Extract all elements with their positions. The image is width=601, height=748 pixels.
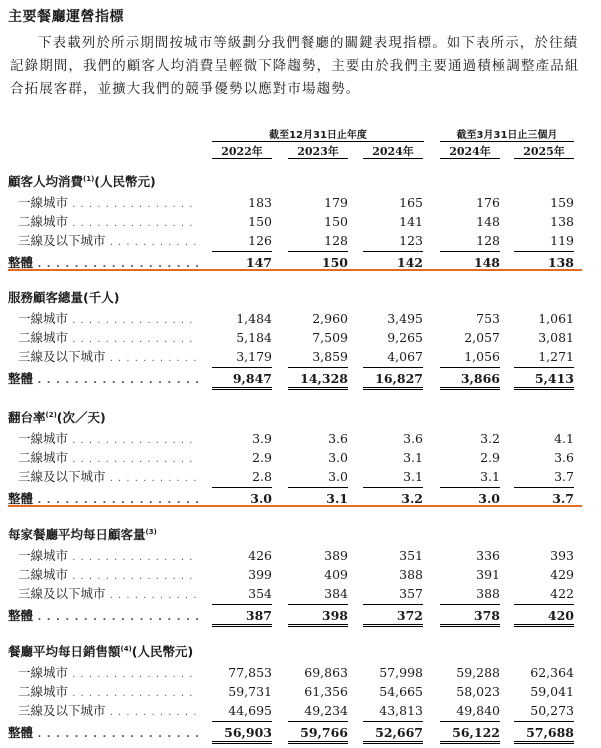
cell-value: 61,356 <box>304 684 348 699</box>
cell-value: 426 <box>248 548 272 563</box>
subtotal-rule <box>288 721 348 722</box>
section-unit: (人民幣元) <box>94 174 156 189</box>
row-label: 一線城市 . . . <box>8 193 198 214</box>
cell-value: 62,364 <box>530 665 574 680</box>
cell-value: 148 <box>473 255 500 270</box>
table-row <box>0 193 601 212</box>
total-rule <box>514 624 574 627</box>
subtotal-rule <box>212 367 272 368</box>
cell-value: 388 <box>399 567 423 582</box>
cell-value: 150 <box>321 255 348 270</box>
table-row <box>0 448 601 467</box>
total-row <box>0 606 601 625</box>
subtotal-rule <box>514 251 574 252</box>
cell-value: 398 <box>321 608 348 623</box>
row-label: 整體 . . . <box>8 369 198 390</box>
year-header-rule <box>212 158 272 159</box>
cell-value: 387 <box>245 608 272 623</box>
cell-value: 3,179 <box>236 349 272 364</box>
cell-value: 1,484 <box>236 311 272 326</box>
year-header-rule <box>363 158 423 159</box>
cell-value: 3.1 <box>403 450 423 465</box>
table-row <box>0 309 601 328</box>
subtotal-rule <box>440 251 500 252</box>
total-rule <box>363 741 423 744</box>
cell-value: 148 <box>476 214 500 229</box>
table-row <box>0 347 601 366</box>
section-title: 餐廳平均每日銷售額 <box>8 644 121 659</box>
cell-value: 388 <box>476 586 500 601</box>
cell-value: 16,827 <box>375 371 423 386</box>
cell-value: 138 <box>550 214 574 229</box>
table-row <box>0 328 601 347</box>
cell-value: 14,328 <box>300 371 348 386</box>
cell-value: 2.9 <box>480 450 500 465</box>
total-rule <box>440 387 500 390</box>
cell-value: 3,081 <box>538 330 574 345</box>
table-row <box>0 212 601 231</box>
cell-value: 4.1 <box>554 431 574 446</box>
subtotal-rule <box>514 721 574 722</box>
subtotal-rule <box>363 251 423 252</box>
section-unit: (次／天) <box>56 410 106 425</box>
cell-value: 420 <box>547 608 574 623</box>
table-row <box>0 546 601 565</box>
intro-paragraph: 下表載列於所示期間按城市等級劃分我們餐廳的關鍵表現指標。如下表所示，於往績記錄期間，我們的顧客人均消費呈輕微下降趨勢，主要由於我們主要通過積極調整產品組合拓展客群，並擴大我們的競爭優勢以應對市場趨勢。 <box>10 35 580 97</box>
subtotal-rule <box>514 604 574 605</box>
subtotal-rule <box>440 604 500 605</box>
cell-value: 422 <box>550 586 574 601</box>
cell-value: 2,057 <box>464 330 500 345</box>
cell-value: 43,813 <box>379 703 423 718</box>
cell-value: 1,271 <box>538 349 574 364</box>
cell-value: 3.2 <box>401 491 423 506</box>
cell-value: 128 <box>324 233 348 248</box>
section-title: 每家餐廳平均每日顧客量 <box>8 527 146 542</box>
subtotal-rule <box>514 367 574 368</box>
table-row <box>0 429 601 448</box>
cell-value: 5,413 <box>534 371 574 386</box>
annual-group-header: 截至12月31日止年度 <box>269 130 367 141</box>
cell-value: 2.9 <box>252 450 272 465</box>
cell-value: 3.9 <box>252 431 272 446</box>
total-row <box>0 369 601 388</box>
cell-value: 142 <box>396 255 423 270</box>
section-heading <box>8 408 106 426</box>
section-title: 顧客人均消費 <box>8 174 84 189</box>
cell-value: 372 <box>396 608 423 623</box>
cell-value: 3,495 <box>387 311 423 326</box>
cell-value: 351 <box>399 548 423 563</box>
cell-value: 391 <box>476 567 500 582</box>
row-label: 三線及以下城市 . . . <box>8 584 198 605</box>
cell-value: 128 <box>476 233 500 248</box>
cell-value: 3.7 <box>554 469 574 484</box>
annual-group-rule <box>212 141 424 142</box>
subtotal-rule <box>288 367 348 368</box>
cell-value: 138 <box>547 255 574 270</box>
subtotal-rule <box>363 604 423 605</box>
subtotal-rule <box>288 604 348 605</box>
cell-value: 3.1 <box>480 469 500 484</box>
cell-value: 77,853 <box>228 665 272 680</box>
cell-value: 126 <box>248 233 272 248</box>
cell-value: 3.0 <box>478 491 500 506</box>
cell-value: 3.6 <box>328 431 348 446</box>
row-label: 二線城市 . . . <box>8 328 198 349</box>
year-header-2022: 2022年 <box>221 145 263 158</box>
cell-value: 7,509 <box>312 330 348 345</box>
section-heading <box>8 525 157 543</box>
quarter-group-header: 截至3月31日止三個月 <box>456 130 558 141</box>
cell-value: 141 <box>399 214 423 229</box>
page-title: 主要餐廳運營指標 <box>8 9 124 25</box>
cell-value: 3.0 <box>328 469 348 484</box>
row-label: 整體 . . . <box>8 606 198 627</box>
cell-value: 50,273 <box>530 703 574 718</box>
total-rule <box>514 741 574 744</box>
section-heading <box>8 172 156 190</box>
cell-value: 3.6 <box>403 431 423 446</box>
cell-value: 179 <box>324 195 348 210</box>
year-header-rule <box>514 158 574 159</box>
subtotal-rule <box>212 721 272 722</box>
total-rule <box>514 387 574 390</box>
year-header-2024: 2024年 <box>372 145 414 158</box>
cell-value: 399 <box>248 567 272 582</box>
cell-value: 3,866 <box>460 371 500 386</box>
footnote-marker: (3) <box>145 527 157 536</box>
total-rule <box>212 624 272 627</box>
cell-value: 59,766 <box>300 725 348 740</box>
cell-value: 389 <box>324 548 348 563</box>
subtotal-rule <box>363 721 423 722</box>
cell-value: 384 <box>324 586 348 601</box>
table-row <box>0 663 601 682</box>
cell-value: 3.0 <box>250 491 272 506</box>
cell-value: 176 <box>476 195 500 210</box>
subtotal-rule <box>514 487 574 488</box>
cell-value: 393 <box>550 548 574 563</box>
section-heading <box>8 642 193 660</box>
cell-value: 56,903 <box>224 725 272 740</box>
cell-value: 59,731 <box>228 684 272 699</box>
cell-value: 3.6 <box>554 450 574 465</box>
total-rule <box>363 624 423 627</box>
cell-value: 1,061 <box>538 311 574 326</box>
cell-value: 354 <box>248 586 272 601</box>
cell-value: 3.7 <box>552 491 574 506</box>
row-label: 三線及以下城市 . . . <box>8 467 198 488</box>
cell-value: 409 <box>324 567 348 582</box>
total-rule <box>212 387 272 390</box>
row-label: 二線城市 . . . <box>8 682 198 703</box>
section-title: 服務顧客總量 <box>8 290 84 305</box>
cell-value: 753 <box>476 311 500 326</box>
cell-value: 54,665 <box>379 684 423 699</box>
cell-value: 59,288 <box>456 665 500 680</box>
total-rule <box>363 387 423 390</box>
year-header-rule <box>440 158 500 159</box>
table-row <box>0 231 601 250</box>
table-row <box>0 467 601 486</box>
table-row <box>0 682 601 701</box>
total-rule <box>440 624 500 627</box>
row-label: 二線城市 . . . <box>8 565 198 586</box>
cell-value: 183 <box>248 195 272 210</box>
cell-value: 2.8 <box>252 469 272 484</box>
total-rule <box>288 741 348 744</box>
cell-value: 2,960 <box>312 311 348 326</box>
row-label: 三線及以下城市 . . . <box>8 231 198 252</box>
subtotal-rule <box>288 251 348 252</box>
cell-value: 58,023 <box>456 684 500 699</box>
subtotal-rule <box>212 604 272 605</box>
section-title: 翻台率 <box>8 410 46 425</box>
total-rule <box>288 387 348 390</box>
subtotal-rule <box>440 487 500 488</box>
year-header-2024-q1: 2024年 <box>449 145 491 158</box>
cell-value: 59,041 <box>530 684 574 699</box>
cell-value: 9,847 <box>232 371 272 386</box>
row-label: 三線及以下城市 . . . <box>8 701 198 722</box>
cell-value: 57,688 <box>526 725 574 740</box>
cell-value: 378 <box>473 608 500 623</box>
subtotal-rule <box>363 367 423 368</box>
row-label: 二線城市 . . . <box>8 448 198 469</box>
cell-value: 150 <box>324 214 348 229</box>
row-label: 整體 . . . <box>8 489 198 510</box>
row-label: 一線城市 . . . <box>8 429 198 450</box>
year-header-2023: 2023年 <box>297 145 339 158</box>
total-rule <box>212 741 272 744</box>
cell-value: 4,067 <box>387 349 423 364</box>
cell-value: 123 <box>399 233 423 248</box>
subtotal-rule <box>440 721 500 722</box>
row-label: 二線城市 . . . <box>8 212 198 233</box>
total-row <box>0 723 601 742</box>
section-heading <box>8 288 119 306</box>
table-row <box>0 584 601 603</box>
footnote-marker: (1) <box>83 174 95 183</box>
section-unit: (千人) <box>83 290 120 305</box>
row-label: 一線城市 . . . <box>8 546 198 567</box>
total-rule <box>440 741 500 744</box>
cell-value: 159 <box>550 195 574 210</box>
cell-value: 165 <box>399 195 423 210</box>
table-row <box>0 701 601 720</box>
footnote-marker: (2) <box>45 410 57 419</box>
highlight-rule <box>8 269 582 271</box>
cell-value: 57,998 <box>379 665 423 680</box>
table-row <box>0 565 601 584</box>
subtotal-rule <box>363 487 423 488</box>
cell-value: 3.1 <box>403 469 423 484</box>
section-unit: (人民幣元) <box>131 644 194 659</box>
cell-value: 56,122 <box>452 725 500 740</box>
cell-value: 1,056 <box>464 349 500 364</box>
highlight-rule <box>8 505 582 507</box>
row-label: 三線及以下城市 . . . <box>8 347 198 368</box>
cell-value: 429 <box>550 567 574 582</box>
cell-value: 9,265 <box>387 330 423 345</box>
subtotal-rule <box>212 487 272 488</box>
cell-value: 69,863 <box>304 665 348 680</box>
cell-value: 147 <box>245 255 272 270</box>
cell-value: 3,859 <box>312 349 348 364</box>
subtotal-rule <box>440 367 500 368</box>
cell-value: 150 <box>248 214 272 229</box>
cell-value: 3.1 <box>326 491 348 506</box>
subtotal-rule <box>212 251 272 252</box>
footnote-marker: (4) <box>120 644 132 653</box>
row-label: 一線城市 . . . <box>8 663 198 684</box>
cell-value: 49,234 <box>304 703 348 718</box>
total-rule <box>288 624 348 627</box>
cell-value: 119 <box>550 233 574 248</box>
cell-value: 5,184 <box>236 330 272 345</box>
row-label: 整體 . . . <box>8 723 198 744</box>
cell-value: 49,840 <box>456 703 500 718</box>
year-header-2025-q1: 2025年 <box>523 145 565 158</box>
cell-value: 52,667 <box>375 725 423 740</box>
row-label: 整體 . . . <box>8 253 198 274</box>
row-label: 一線城市 . . . <box>8 309 198 330</box>
cell-value: 44,695 <box>228 703 272 718</box>
cell-value: 3.0 <box>328 450 348 465</box>
cell-value: 3.2 <box>480 431 500 446</box>
cell-value: 357 <box>399 586 423 601</box>
quarter-group-rule <box>440 141 574 142</box>
cell-value: 336 <box>476 548 500 563</box>
subtotal-rule <box>288 487 348 488</box>
year-header-rule <box>288 158 348 159</box>
